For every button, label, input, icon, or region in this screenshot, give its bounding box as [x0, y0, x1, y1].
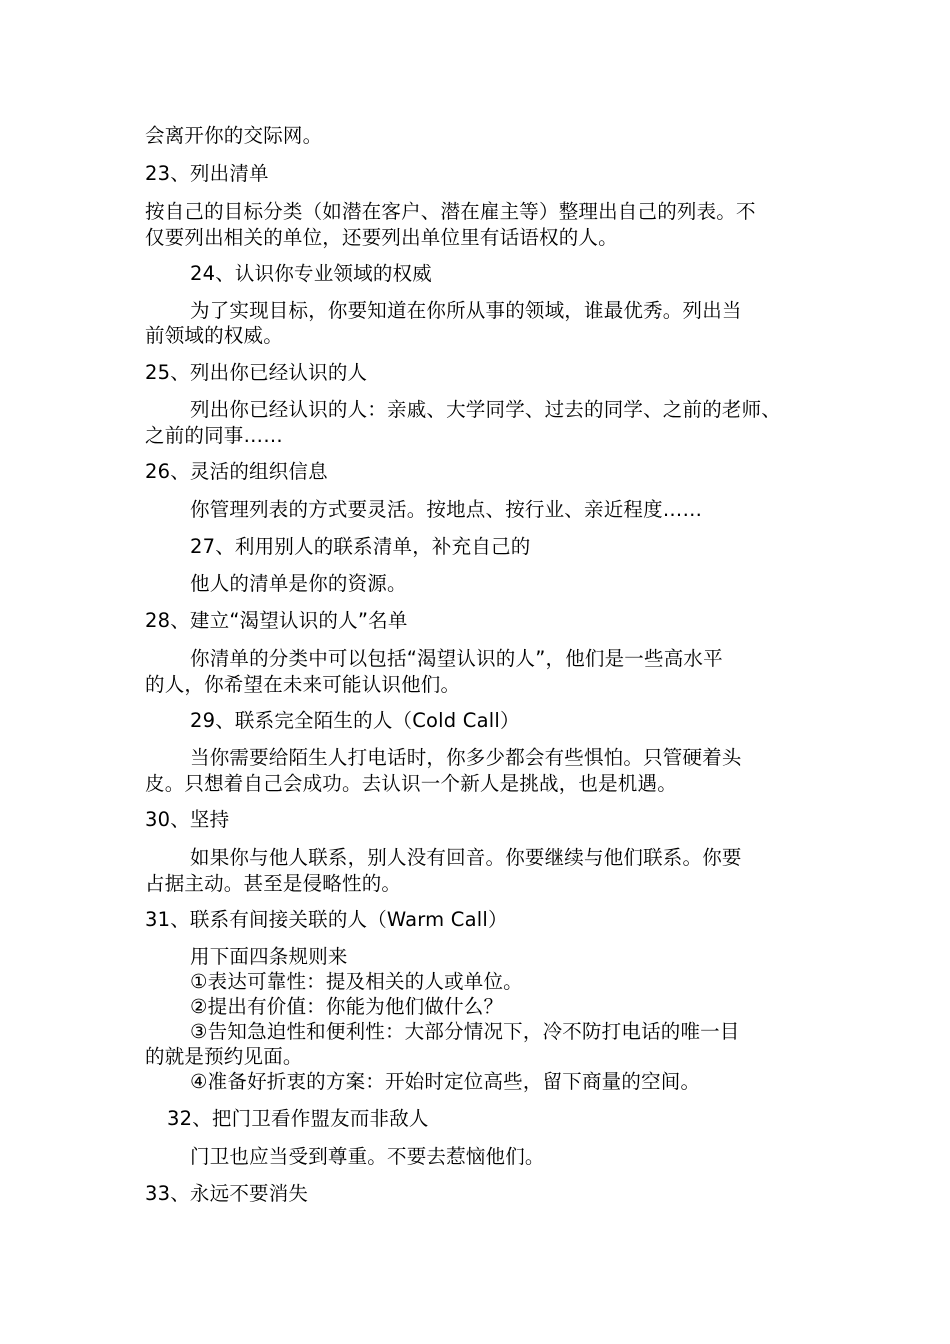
paragraph-line: 按自己的目标分类（如潜在客户、潜在雇主等）整理出自己的列表。不 — [145, 200, 756, 223]
section-heading-28: 28、建立“渴望认识的人”名单 — [145, 609, 408, 632]
paragraph-line: 皮。只想着自己会成功。去认识一个新人是挑战，也是机遇。 — [145, 772, 677, 795]
section-heading-26: 26、灵活的组织信息 — [145, 460, 328, 483]
paragraph-line: 仅要列出相关的单位，还要列出单位里有话语权的人。 — [145, 226, 618, 249]
paragraph-line: 之前的同事…… — [145, 424, 283, 447]
section-heading-27: 27、利用别人的联系清单，补充自己的 — [190, 535, 531, 558]
paragraph-line: 的就是预约见面。 — [145, 1045, 303, 1068]
paragraph-line: 门卫也应当受到尊重。不要去惹恼他们。 — [190, 1145, 545, 1168]
rule-item-3: ③告知急迫性和便利性：大部分情况下，冷不防打电话的唯一目 — [190, 1020, 740, 1043]
paragraph-line: 如果你与他人联系，别人没有回音。你要继续与他们联系。你要 — [190, 846, 742, 869]
paragraph-line: 他人的清单是你的资源。 — [190, 572, 407, 595]
rule-item-1: ①表达可靠性：提及相关的人或单位。 — [190, 970, 523, 993]
paragraph-line: 的人，你希望在未来可能认识他们。 — [145, 673, 461, 696]
section-heading-23: 23、列出清单 — [145, 162, 269, 185]
paragraph-line: 会离开你的交际网。 — [145, 124, 323, 147]
paragraph-line: 为了实现目标，你要知道在你所从事的领域，谁最优秀。列出当 — [190, 299, 742, 322]
section-heading-32: 32、把门卫看作盟友而非敌人 — [167, 1107, 429, 1130]
rule-item-4: ④准备好折衷的方案：开始时定位高些，留下商量的空间。 — [190, 1070, 701, 1093]
paragraph-line: 你清单的分类中可以包括“渴望认识的人”，他们是一些高水平 — [190, 647, 723, 670]
section-heading-33: 33、永远不要消失 — [145, 1182, 309, 1205]
section-heading-29: 29、联系完全陌生的人（Cold Call） — [190, 709, 520, 732]
section-heading-25: 25、列出你已经认识的人 — [145, 361, 368, 384]
section-heading-30: 30、坚持 — [145, 808, 230, 831]
paragraph-line: 前领域的权威。 — [145, 324, 283, 347]
paragraph-line: 用下面四条规则来 — [190, 945, 348, 968]
paragraph-line: 你管理列表的方式要灵活。按地点、按行业、亲近程度…… — [190, 498, 703, 521]
section-heading-31: 31、联系有间接关联的人（Warm Call） — [145, 908, 508, 931]
section-heading-24: 24、认识你专业领域的权威 — [190, 262, 432, 285]
paragraph-line: 列出你已经认识的人：亲戚、大学同学、过去的同学、之前的老师、 — [190, 398, 782, 421]
paragraph-line: 占据主动。甚至是侵略性的。 — [145, 872, 402, 895]
paragraph-line: 当你需要给陌生人打电话时，你多少都会有些惧怕。只管硬着头 — [190, 746, 742, 769]
rule-item-2: ②提出有价值：你能为他们做什么？ — [190, 995, 504, 1018]
